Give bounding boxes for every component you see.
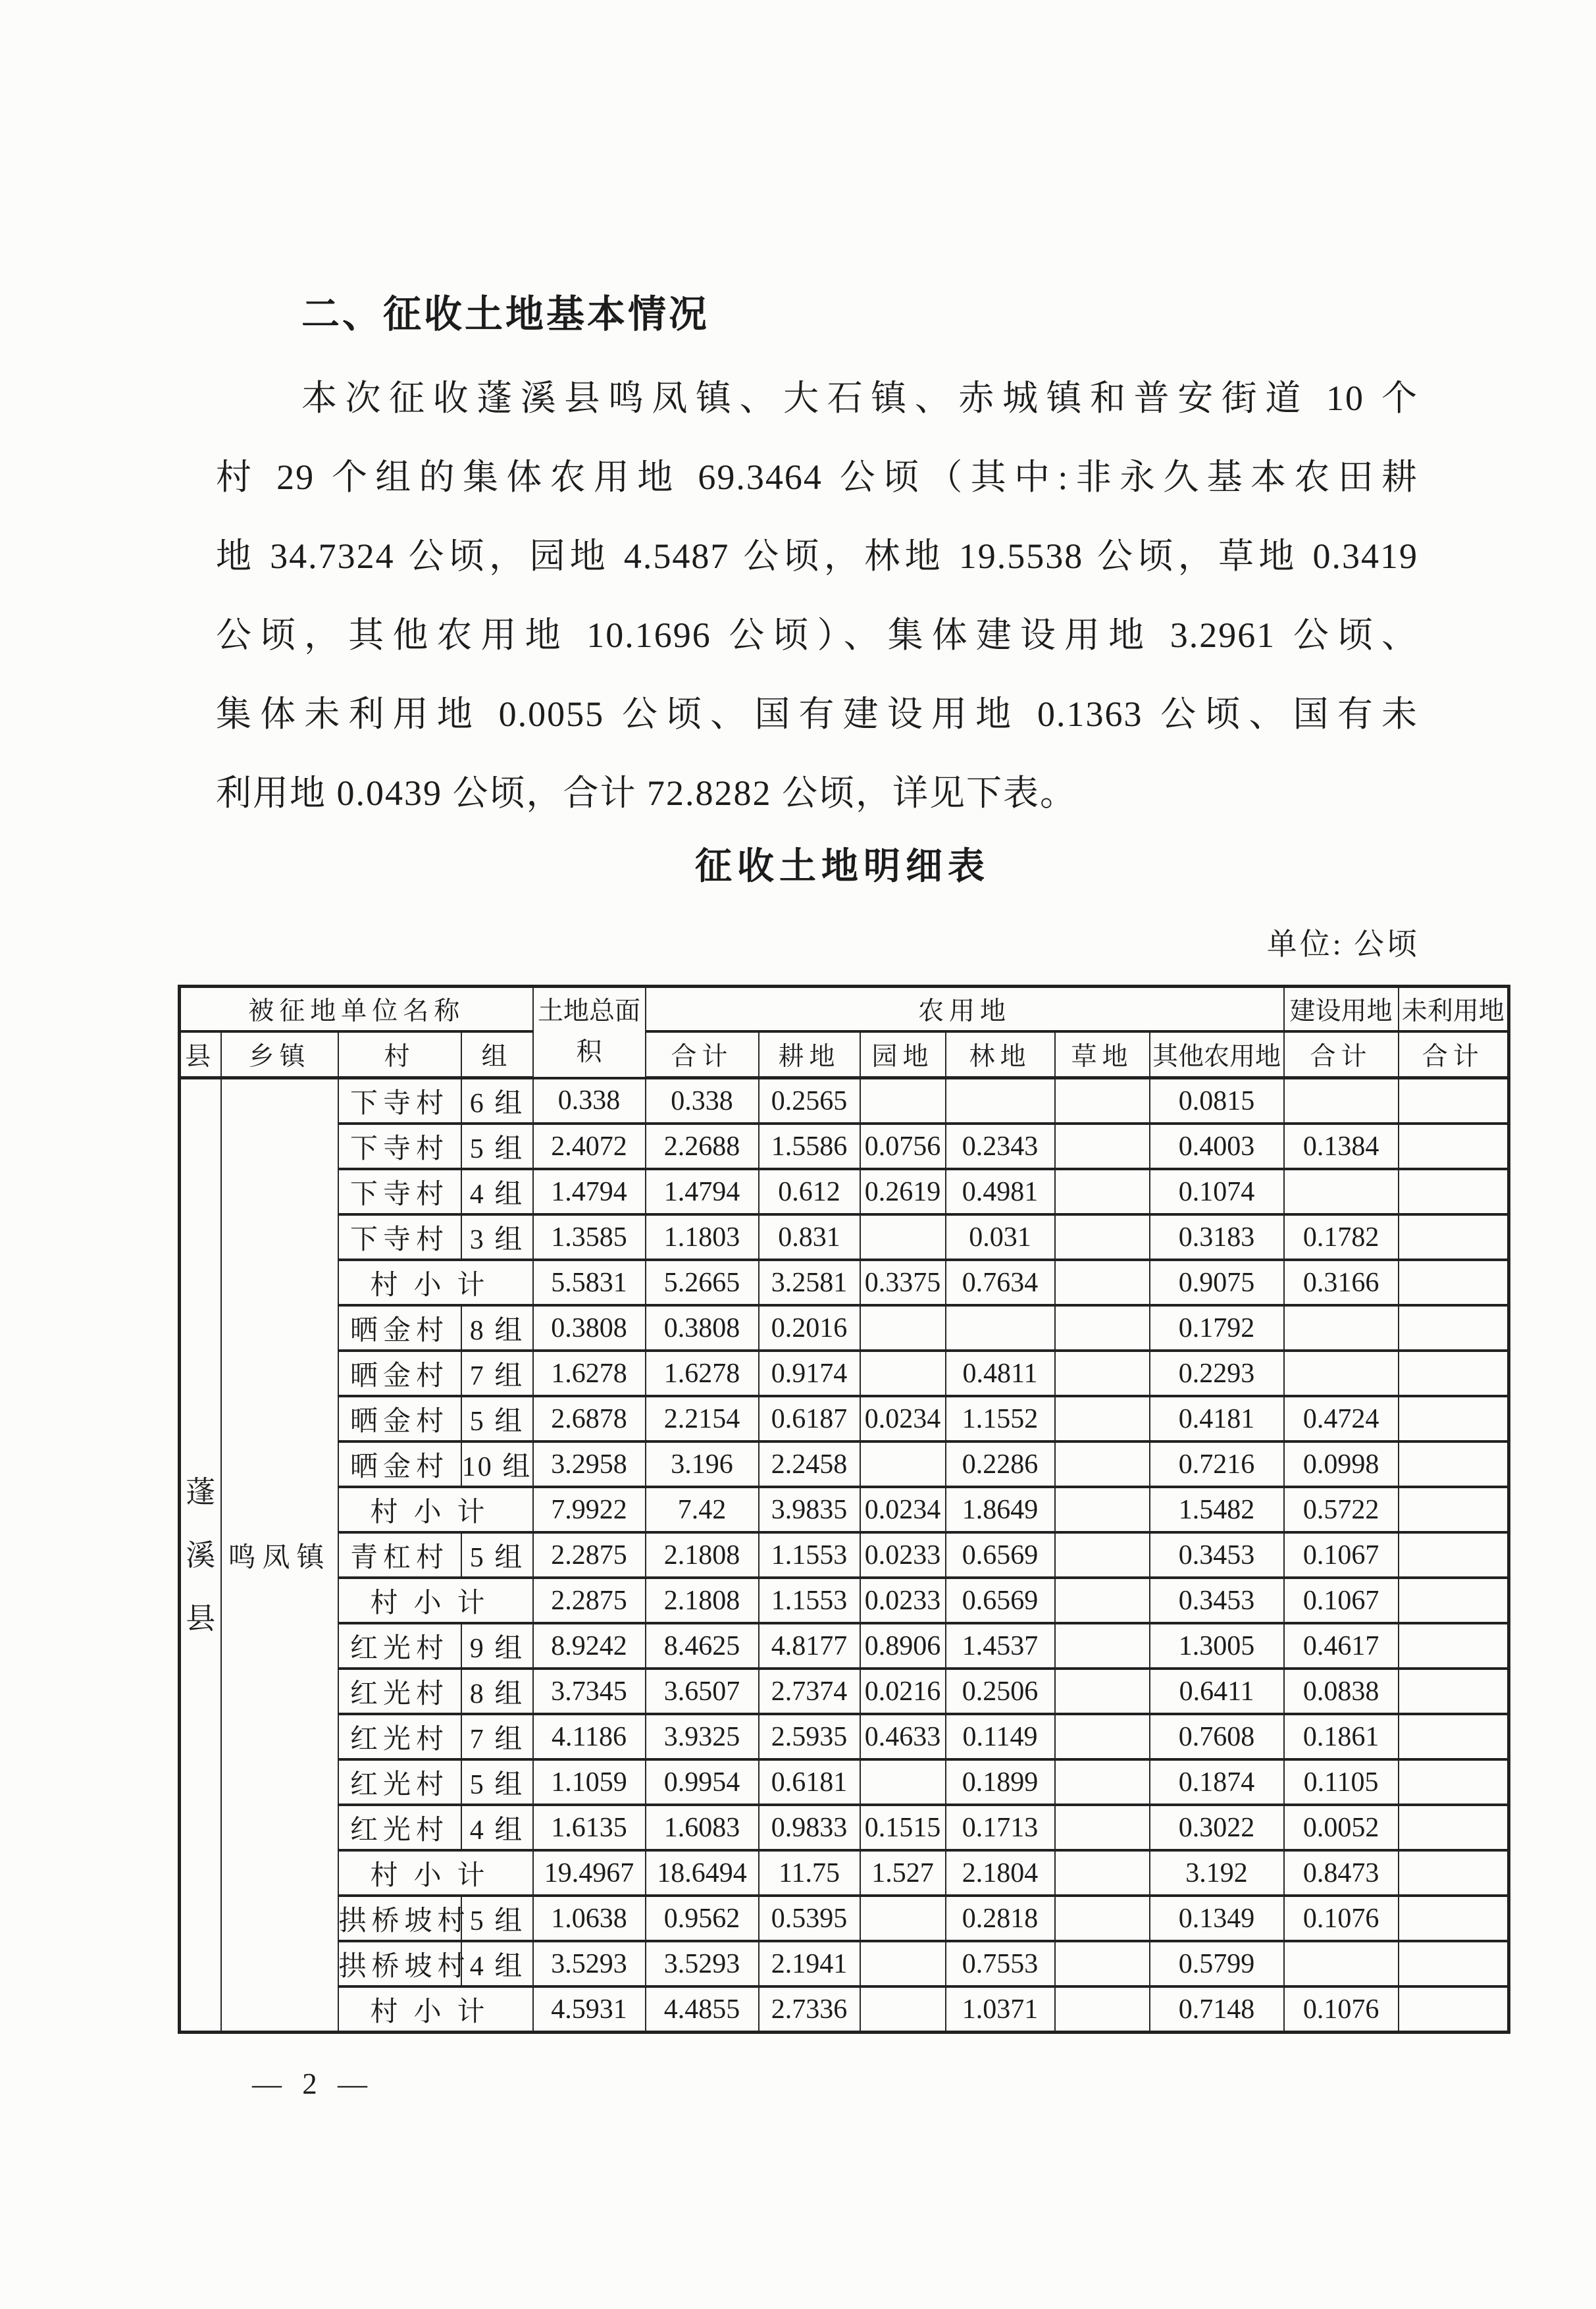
table-title: 征收土地明细表 xyxy=(695,845,990,887)
cell-group: 5 组 xyxy=(461,1896,533,1941)
cell-cultivated: 0.6187 xyxy=(759,1396,860,1441)
cell-construction-total: 0.0998 xyxy=(1284,1441,1399,1487)
table-row xyxy=(180,1441,1509,1487)
cell-grass xyxy=(1055,1124,1150,1169)
cell-construction-total: 0.1067 xyxy=(1284,1578,1399,1623)
cell-other-farmland: 0.1792 xyxy=(1150,1305,1284,1351)
cell-group: 4 组 xyxy=(461,1941,533,1986)
cell-other-farmland: 1.3005 xyxy=(1150,1623,1284,1669)
cell-farmland-total: 3.5293 xyxy=(646,1941,759,1986)
cell-garden xyxy=(860,1986,946,2033)
cell-garden xyxy=(860,1214,946,1260)
cell-farmland-total: 8.4625 xyxy=(646,1623,759,1669)
cell-forest: 0.2506 xyxy=(946,1669,1055,1714)
cell-other-farmland: 0.5799 xyxy=(1150,1941,1284,1986)
cell-unused-total xyxy=(1399,1759,1509,1805)
cell-grass xyxy=(1055,1396,1150,1441)
cell-forest: 0.4811 xyxy=(946,1351,1055,1396)
table-row xyxy=(180,1714,1509,1759)
cell-total-area: 1.0638 xyxy=(533,1896,646,1941)
cell-village-subtotal: 村小计 xyxy=(338,1487,533,1532)
cell-grass xyxy=(1055,1578,1150,1623)
cell-cultivated: 0.831 xyxy=(759,1214,860,1260)
cell-grass xyxy=(1055,1351,1150,1396)
cell-garden: 0.0756 xyxy=(860,1124,946,1169)
cell-unused-total xyxy=(1399,1986,1509,2033)
cell-cultivated: 3.9835 xyxy=(759,1487,860,1532)
cell-village-subtotal: 村小计 xyxy=(338,1850,533,1896)
cell-other-farmland: 0.1874 xyxy=(1150,1759,1284,1805)
cell-construction-total: 0.4724 xyxy=(1284,1396,1399,1441)
header-farmland-total: 合计 xyxy=(646,1031,759,1078)
cell-group: 9 组 xyxy=(461,1623,533,1669)
cell-garden: 1.527 xyxy=(860,1850,946,1896)
subtotal-row xyxy=(180,1578,1509,1623)
cell-grass xyxy=(1055,1260,1150,1305)
cell-farmland-total: 0.9562 xyxy=(646,1896,759,1941)
cell-grass xyxy=(1055,1669,1150,1714)
cell-garden xyxy=(860,1351,946,1396)
cell-total-area: 1.3585 xyxy=(533,1214,646,1260)
subtotal-row xyxy=(180,1850,1509,1896)
cell-construction-total: 0.1861 xyxy=(1284,1714,1399,1759)
cell-grass xyxy=(1055,1986,1150,2033)
cell-village: 下寺村 xyxy=(338,1124,461,1169)
cell-grass xyxy=(1055,1850,1150,1896)
cell-village: 晒金村 xyxy=(338,1396,461,1441)
cell-cultivated: 0.6181 xyxy=(759,1759,860,1805)
county-cell xyxy=(180,1078,221,2033)
cell-village: 下寺村 xyxy=(338,1214,461,1260)
cell-construction-total: 0.1782 xyxy=(1284,1214,1399,1260)
cell-garden: 0.1515 xyxy=(860,1805,946,1850)
cell-cultivated: 2.2458 xyxy=(759,1441,860,1487)
cell-forest xyxy=(946,1078,1055,1124)
page-number: — 2 — xyxy=(252,2067,367,2100)
cell-other-farmland: 0.6411 xyxy=(1150,1669,1284,1714)
cell-unused-total xyxy=(1399,1396,1509,1441)
cell-garden: 0.3375 xyxy=(860,1260,946,1305)
cell-farmland-total: 2.1808 xyxy=(646,1578,759,1623)
cell-total-area: 2.2875 xyxy=(533,1532,646,1578)
header-row-groups xyxy=(180,987,1509,1032)
cell-other-farmland: 0.7148 xyxy=(1150,1986,1284,2033)
cell-group: 7 组 xyxy=(461,1351,533,1396)
table-row xyxy=(180,1169,1509,1214)
cell-total-area: 2.2875 xyxy=(533,1578,646,1623)
cell-cultivated: 2.5935 xyxy=(759,1714,860,1759)
header-group: 组 xyxy=(461,1031,533,1078)
cell-unused-total xyxy=(1399,1124,1509,1169)
cell-group: 8 组 xyxy=(461,1305,533,1351)
cell-other-farmland: 0.3453 xyxy=(1150,1578,1284,1623)
cell-group: 8 组 xyxy=(461,1669,533,1714)
cell-group: 4 组 xyxy=(461,1805,533,1850)
cell-garden: 0.0233 xyxy=(860,1578,946,1623)
table-row xyxy=(180,1896,1509,1941)
cell-grass xyxy=(1055,1759,1150,1805)
cell-unused-total xyxy=(1399,1487,1509,1532)
header-grass: 草地 xyxy=(1055,1031,1150,1078)
header-county: 县 xyxy=(180,1031,221,1078)
cell-farmland-total: 1.6278 xyxy=(646,1351,759,1396)
cell-group: 5 组 xyxy=(461,1124,533,1169)
cell-total-area: 4.1186 xyxy=(533,1714,646,1759)
cell-farmland-total: 0.338 xyxy=(646,1078,759,1124)
cell-total-area: 4.5931 xyxy=(533,1986,646,2033)
cell-cultivated: 2.7374 xyxy=(759,1669,860,1714)
cell-farmland-total: 7.42 xyxy=(646,1487,759,1532)
cell-forest: 0.2343 xyxy=(946,1124,1055,1169)
header-forest: 林地 xyxy=(946,1031,1055,1078)
cell-cultivated: 0.2565 xyxy=(759,1078,860,1124)
cell-farmland-total: 18.6494 xyxy=(646,1850,759,1896)
cell-construction-total: 0.0052 xyxy=(1284,1805,1399,1850)
cell-grass xyxy=(1055,1532,1150,1578)
cell-cultivated: 1.1553 xyxy=(759,1578,860,1623)
unit-label: 单位: 公顷 xyxy=(1266,927,1420,961)
header-village: 村 xyxy=(338,1031,461,1078)
cell-total-area: 2.6878 xyxy=(533,1396,646,1441)
cell-grass xyxy=(1055,1441,1150,1487)
cell-other-farmland: 0.7608 xyxy=(1150,1714,1284,1759)
cell-village: 拱桥坡村 xyxy=(338,1896,461,1941)
cell-construction-total: 0.0838 xyxy=(1284,1669,1399,1714)
cell-forest: 1.4537 xyxy=(946,1623,1055,1669)
cell-construction-total xyxy=(1284,1305,1399,1351)
cell-village: 红光村 xyxy=(338,1759,461,1805)
cell-village: 红光村 xyxy=(338,1623,461,1669)
cell-farmland-total: 3.6507 xyxy=(646,1669,759,1714)
cell-unused-total xyxy=(1399,1260,1509,1305)
cell-other-farmland: 0.9075 xyxy=(1150,1260,1284,1305)
cell-construction-total: 0.8473 xyxy=(1284,1850,1399,1896)
cell-village: 下寺村 xyxy=(338,1078,461,1124)
cell-construction-total: 0.3166 xyxy=(1284,1260,1399,1305)
table-header xyxy=(180,987,1509,1078)
cell-grass xyxy=(1055,1896,1150,1941)
cell-construction-total: 0.1076 xyxy=(1284,1986,1399,2033)
cell-grass xyxy=(1055,1305,1150,1351)
table-row xyxy=(180,1124,1509,1169)
cell-group: 6 组 xyxy=(461,1078,533,1124)
cell-cultivated: 0.2016 xyxy=(759,1305,860,1351)
cell-farmland-total: 1.1803 xyxy=(646,1214,759,1260)
cell-forest: 0.7634 xyxy=(946,1260,1055,1305)
paragraph-line: 公顷，其他农用地 10.1696 公顷）、集体建设用地 3.2961 公顷、 xyxy=(216,615,1418,655)
paragraph-line: 本次征收蓬溪县鸣凤镇、大石镇、赤城镇和普安街道 10 个 xyxy=(301,378,1418,418)
cell-garden xyxy=(860,1941,946,1986)
cell-unused-total xyxy=(1399,1441,1509,1487)
cell-forest: 0.1713 xyxy=(946,1805,1055,1850)
cell-total-area: 3.5293 xyxy=(533,1941,646,1986)
cell-unused-total xyxy=(1399,1532,1509,1578)
cell-construction-total: 0.4617 xyxy=(1284,1623,1399,1669)
cell-total-area: 5.5831 xyxy=(533,1260,646,1305)
cell-farmland-total: 4.4855 xyxy=(646,1986,759,2033)
cell-construction-total xyxy=(1284,1169,1399,1214)
subtotal-row xyxy=(180,1260,1509,1305)
cell-construction-total: 0.5722 xyxy=(1284,1487,1399,1532)
table-row xyxy=(180,1759,1509,1805)
table-row xyxy=(180,1805,1509,1850)
cell-total-area: 8.9242 xyxy=(533,1623,646,1669)
section-heading: 二、征收土地基本情况 xyxy=(301,293,710,336)
cell-other-farmland: 0.1074 xyxy=(1150,1169,1284,1214)
subtotal-row xyxy=(180,1986,1509,2033)
table-row xyxy=(180,1941,1509,1986)
cell-construction-total xyxy=(1284,1941,1399,1986)
cell-farmland-total: 2.2688 xyxy=(646,1124,759,1169)
cell-forest: 0.6569 xyxy=(946,1578,1055,1623)
header-unused-land: 未利用地 xyxy=(1399,987,1509,1032)
cell-cultivated: 0.612 xyxy=(759,1169,860,1214)
table-row xyxy=(180,1351,1509,1396)
header-farmland: 农用地 xyxy=(646,987,1284,1032)
cell-forest: 0.2818 xyxy=(946,1896,1055,1941)
cell-cultivated: 0.5395 xyxy=(759,1896,860,1941)
township-cell: 鸣凤镇 xyxy=(221,1078,338,2033)
cell-village-subtotal: 村小计 xyxy=(338,1578,533,1623)
cell-construction-total: 0.1384 xyxy=(1284,1124,1399,1169)
cell-village: 青杠村 xyxy=(338,1532,461,1578)
cell-grass xyxy=(1055,1169,1150,1214)
cell-forest: 0.1149 xyxy=(946,1714,1055,1759)
land-detail-table xyxy=(178,985,1510,2034)
cell-garden: 0.0233 xyxy=(860,1532,946,1578)
cell-unused-total xyxy=(1399,1623,1509,1669)
cell-grass xyxy=(1055,1941,1150,1986)
cell-unused-total xyxy=(1399,1714,1509,1759)
cell-other-farmland: 0.7216 xyxy=(1150,1441,1284,1487)
cell-grass xyxy=(1055,1623,1150,1669)
subtotal-row xyxy=(180,1487,1509,1532)
cell-garden: 0.0234 xyxy=(860,1396,946,1441)
cell-construction-total: 0.1105 xyxy=(1284,1759,1399,1805)
cell-village: 晒金村 xyxy=(338,1351,461,1396)
header-unit-name: 被征地单位名称 xyxy=(180,987,533,1032)
cell-total-area: 7.9922 xyxy=(533,1487,646,1532)
cell-total-area: 3.7345 xyxy=(533,1669,646,1714)
cell-garden xyxy=(860,1759,946,1805)
cell-total-area: 0.3808 xyxy=(533,1305,646,1351)
cell-forest: 1.8649 xyxy=(946,1487,1055,1532)
cell-village: 晒金村 xyxy=(338,1305,461,1351)
cell-farmland-total: 1.6083 xyxy=(646,1805,759,1850)
header-construction-land: 建设用地 xyxy=(1284,987,1399,1032)
cell-garden xyxy=(860,1896,946,1941)
cell-forest: 0.6569 xyxy=(946,1532,1055,1578)
cell-cultivated: 11.75 xyxy=(759,1850,860,1896)
cell-garden: 0.4633 xyxy=(860,1714,946,1759)
body-paragraph xyxy=(216,359,1418,833)
header-row-columns xyxy=(180,1031,1509,1078)
cell-unused-total xyxy=(1399,1578,1509,1623)
cell-farmland-total: 0.3808 xyxy=(646,1305,759,1351)
cell-forest: 0.4981 xyxy=(946,1169,1055,1214)
header-garden: 园地 xyxy=(860,1031,946,1078)
cell-forest: 0.7553 xyxy=(946,1941,1055,1986)
cell-forest: 0.031 xyxy=(946,1214,1055,1260)
cell-cultivated: 0.9833 xyxy=(759,1805,860,1850)
cell-cultivated: 4.8177 xyxy=(759,1623,860,1669)
cell-garden xyxy=(860,1305,946,1351)
table-row xyxy=(180,1305,1509,1351)
cell-village: 红光村 xyxy=(338,1669,461,1714)
paragraph-line: 地 34.7324 公顷，园地 4.5487 公顷，林地 19.5538 公顷，草地 0.3419 xyxy=(216,536,1418,576)
cell-total-area: 3.2958 xyxy=(533,1441,646,1487)
cell-group: 10 组 xyxy=(461,1441,533,1487)
cell-farmland-total: 0.9954 xyxy=(646,1759,759,1805)
header-other-farmland: 其他农用地 xyxy=(1150,1031,1284,1078)
cell-other-farmland: 1.5482 xyxy=(1150,1487,1284,1532)
table-body xyxy=(180,1078,1509,2033)
cell-forest xyxy=(946,1305,1055,1351)
cell-village: 晒金村 xyxy=(338,1441,461,1487)
cell-unused-total xyxy=(1399,1214,1509,1260)
cell-total-area: 1.6135 xyxy=(533,1805,646,1850)
cell-unused-total xyxy=(1399,1850,1509,1896)
cell-garden: 0.8906 xyxy=(860,1623,946,1669)
cell-total-area: 1.6278 xyxy=(533,1351,646,1396)
cell-unused-total xyxy=(1399,1896,1509,1941)
cell-other-farmland: 0.1349 xyxy=(1150,1896,1284,1941)
cell-other-farmland: 0.4003 xyxy=(1150,1124,1284,1169)
paragraph-line: 利用地 0.0439 公顷，合计 72.8282 公顷，详见下表。 xyxy=(216,773,1077,813)
cell-unused-total xyxy=(1399,1805,1509,1850)
cell-unused-total xyxy=(1399,1305,1509,1351)
cell-cultivated: 1.5586 xyxy=(759,1124,860,1169)
cell-group: 7 组 xyxy=(461,1714,533,1759)
cell-total-area: 19.4967 xyxy=(533,1850,646,1896)
cell-garden xyxy=(860,1441,946,1487)
table-row xyxy=(180,1214,1509,1260)
table-row xyxy=(180,1078,1509,1124)
cell-village: 红光村 xyxy=(338,1714,461,1759)
cell-total-area: 1.4794 xyxy=(533,1169,646,1214)
cell-unused-total xyxy=(1399,1078,1509,1124)
cell-other-farmland: 0.2293 xyxy=(1150,1351,1284,1396)
cell-farmland-total: 5.2665 xyxy=(646,1260,759,1305)
cell-group: 3 组 xyxy=(461,1214,533,1260)
table-row xyxy=(180,1669,1509,1714)
paragraph-line: 村 29 个组的集体农用地 69.3464 公顷（其中:非永久基本农田耕 xyxy=(216,457,1418,497)
cell-unused-total xyxy=(1399,1669,1509,1714)
cell-unused-total xyxy=(1399,1941,1509,1986)
cell-village-subtotal: 村小计 xyxy=(338,1260,533,1305)
header-unused-total: 合计 xyxy=(1399,1031,1509,1078)
cell-farmland-total: 1.4794 xyxy=(646,1169,759,1214)
header-township: 乡镇 xyxy=(221,1031,338,1078)
cell-forest: 1.0371 xyxy=(946,1986,1055,2033)
cell-grass xyxy=(1055,1487,1150,1532)
cell-other-farmland: 0.0815 xyxy=(1150,1078,1284,1124)
cell-total-area: 0.338 xyxy=(533,1078,646,1124)
cell-other-farmland: 0.3183 xyxy=(1150,1214,1284,1260)
cell-forest: 1.1552 xyxy=(946,1396,1055,1441)
cell-garden: 0.0234 xyxy=(860,1487,946,1532)
cell-cultivated: 2.7336 xyxy=(759,1986,860,2033)
cell-grass xyxy=(1055,1078,1150,1124)
header-total-area: 土地总面积 xyxy=(533,987,646,1078)
cell-construction-total xyxy=(1284,1351,1399,1396)
cell-farmland-total: 3.9325 xyxy=(646,1714,759,1759)
cell-grass xyxy=(1055,1805,1150,1850)
cell-group: 5 组 xyxy=(461,1532,533,1578)
cell-total-area: 2.4072 xyxy=(533,1124,646,1169)
cell-village: 拱桥坡村 xyxy=(338,1941,461,1986)
table-row xyxy=(180,1396,1509,1441)
cell-group: 4 组 xyxy=(461,1169,533,1214)
cell-farmland-total: 2.2154 xyxy=(646,1396,759,1441)
cell-village: 红光村 xyxy=(338,1805,461,1850)
cell-unused-total xyxy=(1399,1169,1509,1214)
cell-group: 5 组 xyxy=(461,1396,533,1441)
cell-construction-total: 0.1076 xyxy=(1284,1896,1399,1941)
table-row xyxy=(180,1623,1509,1669)
cell-grass xyxy=(1055,1714,1150,1759)
header-construction-total: 合计 xyxy=(1284,1031,1399,1078)
cell-total-area: 1.1059 xyxy=(533,1759,646,1805)
cell-farmland-total: 3.196 xyxy=(646,1441,759,1487)
cell-construction-total xyxy=(1284,1078,1399,1124)
county-value: 蓬溪县 xyxy=(186,1475,216,1635)
paragraph-line: 集体未利用地 0.0055 公顷、国有建设用地 0.1363 公顷、国有未 xyxy=(216,694,1418,734)
cell-forest: 0.2286 xyxy=(946,1441,1055,1487)
cell-other-farmland: 0.3022 xyxy=(1150,1805,1284,1850)
cell-other-farmland: 3.192 xyxy=(1150,1850,1284,1896)
cell-cultivated: 2.1941 xyxy=(759,1941,860,1986)
cell-other-farmland: 0.4181 xyxy=(1150,1396,1284,1441)
cell-forest: 0.1899 xyxy=(946,1759,1055,1805)
cell-village-subtotal: 村小计 xyxy=(338,1986,533,2033)
cell-garden xyxy=(860,1078,946,1124)
cell-cultivated: 0.9174 xyxy=(759,1351,860,1396)
cell-construction-total: 0.1067 xyxy=(1284,1532,1399,1578)
cell-farmland-total: 2.1808 xyxy=(646,1532,759,1578)
cell-unused-total xyxy=(1399,1351,1509,1396)
cell-village: 下寺村 xyxy=(338,1169,461,1214)
cell-cultivated: 3.2581 xyxy=(759,1260,860,1305)
header-cultivated: 耕地 xyxy=(759,1031,860,1078)
cell-other-farmland: 0.3453 xyxy=(1150,1532,1284,1578)
cell-forest: 2.1804 xyxy=(946,1850,1055,1896)
cell-grass xyxy=(1055,1214,1150,1260)
cell-cultivated: 1.1553 xyxy=(759,1532,860,1578)
cell-garden: 0.2619 xyxy=(860,1169,946,1214)
table-row xyxy=(180,1532,1509,1578)
cell-group: 5 组 xyxy=(461,1759,533,1805)
cell-garden: 0.0216 xyxy=(860,1669,946,1714)
